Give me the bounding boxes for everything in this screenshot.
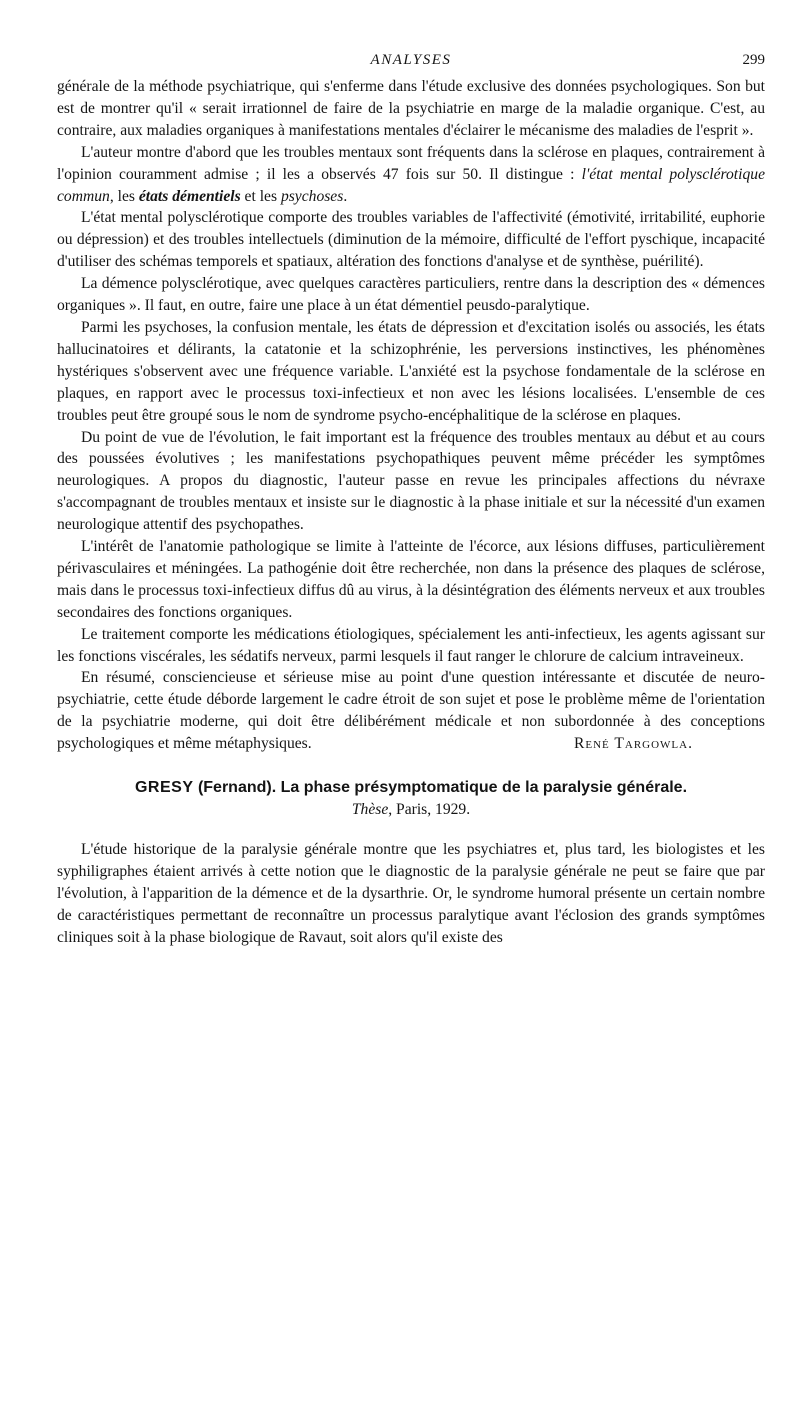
paragraph: La démence polysclérotique, avec quelques caractères particuliers, rentre dans la description des « démences organiques ». Il faut, en outre, faire une place à un état démentiel peusdo-paralytique. <box>57 275 765 315</box>
page <box>57 50 765 949</box>
paragraph: générale de la méthode psychiatrique, qui s'enferme dans l'étude exclusive des données psychologiques. Son but est de montrer qu'il « serait irrationnel de faire de la psychiatrie en marge de la maladie organique. C'est, au contraire, aux maladies organiques à manifestations mentales d'éclairer le mécanisme des maladies de l'esprit ». <box>57 78 765 139</box>
review-heading <box>57 777 765 799</box>
review-title: La phase présymptomatique de la paralysie générale. <box>280 779 688 797</box>
paragraph: Du point de vue de l'évolution, le fait important est la fréquence des troubles mentaux au début et au cours des poussées évolutives ; les manifestations psychopathiques peuvent même précéder les symptômes neurologiques. A propos du diagnostic, l'auteur passe en revue les principales affections du névraxe s'accompagnant de troubles mentaux et insiste sur le diagnostic à la phase initiale et sur la nécessité d'un examen neurologique attentif des psychopathes. <box>57 428 765 534</box>
review-author-first: (Fernand). <box>197 779 277 797</box>
paragraph: L'étude historique de la paralysie générale montre que les psychiatres et, plus tard, les biologistes et les syphiligraphes étaient arrivés à cette notion que le diagnostic de la paralysie générale ne peut se faire que par l'évolution, à l'apparition de la démence et de la dysarthrie. Or, le syndrome humoral présente un certain nombre de caractéristiques permettant de reconnaître un processus paralytique avant l'éclosion des grands symptômes cliniques soit à la phase biologique de Ravaut, soit alors qu'il existe des <box>57 841 765 946</box>
review-author: GRESY <box>134 779 194 797</box>
paragraph: L'intérêt de l'anatomie pathologique se limite à l'atteinte de l'écorce, aux lésions diffuses, particulièrement périvasculaires et méningées. La pathogénie doit être recherchée, non dans la présence des plaques de sclérose, mais dans le processus toxi-infectieux diffus dû au virus, à la désintégration des éléments nerveux et aux troubles secondaires des fonctions organiques. <box>57 538 765 621</box>
running-title: ANALYSES <box>370 52 452 68</box>
running-head <box>57 50 765 76</box>
page-number: 299 <box>742 52 765 68</box>
review-targowla <box>57 76 765 755</box>
paragraph: Le traitement comporte les médications étiologiques, spécialement les anti-infectieux, les agents agissant sur les fonctions viscérales, les sédatifs nerveux, parmi lesquels il faut ranger le chlorure de calcium intraveineux. <box>57 625 765 665</box>
review-gresy <box>57 777 765 948</box>
review-signature: René Targowla. <box>573 735 693 753</box>
paragraph: L'état mental polysclérotique comporte des troubles variables de l'affectivité (émotivité, irritabilité, euphorie ou dépression) et des troubles intellectuels (diminution de la mémoire, difficulté de l'effort pyschique, incapacité d'utiliser des schémas temporels et spatiaux, altération des fonctions d'analyse et de synthèse, puérilité). <box>57 209 765 271</box>
paragraph: L'auteur montre d'abord que les troubles mentaux sont fréquents dans la sclérose en plaques, contrairement à l'opinion couramment admise ; il les a observés 47 fois sur 50. Il distingue : l'état mental polysclérotique commun, les états démentiels et les psychoses. <box>57 143 765 205</box>
paragraph: Parmi les psychoses, la confusion mentale, les états de dépression et d'excitation isolés ou associés, les états hallucinatoires et délirants, la catatonie et la schizophrénie, les perversions instinctives, les phénomènes hystériques s'observent avec une fréquence variable. L'anxiété est la psychose fondamentale de la sclérose en plaques, en rapport avec le processus toxi-infectieux et non avec les lésions localisées. L'ensemble de ces troubles peut être groupé sous le nom de syndrome psycho-encéphalitique de la sclérose en plaques. <box>57 318 765 424</box>
review-source: Thèse, Paris, 1929. <box>351 801 471 819</box>
paragraph: En résumé, consciencieuse et sérieuse mise au point d'une question intéressante et discutée de neuro-psychiatrie, cette étude déborde largement le cadre étroit de son sujet et pose le problème même de l'orientation de la psychiatrie moderne, qui doit être délibérément médicale et non subordonnée à des conceptions psychologiques et même métaphysiques. <box>57 669 765 753</box>
